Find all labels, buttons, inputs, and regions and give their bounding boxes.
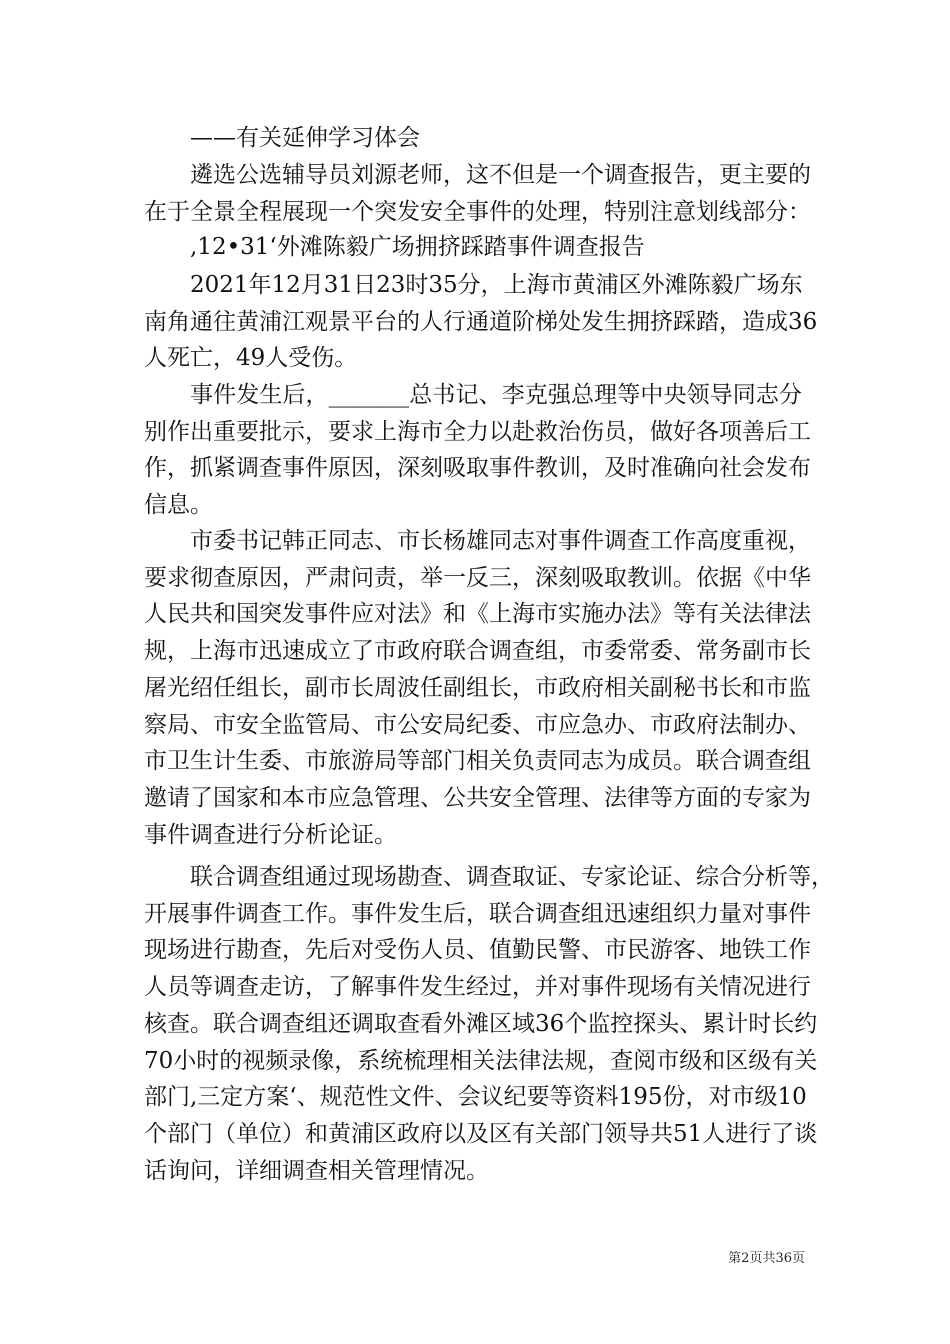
text-line: 话询问，详细调查相关管理情况。 bbox=[144, 1157, 489, 1184]
text-line: 察局、市安全监管局、市公安局纪委、市应急办、市政府法制办、 bbox=[144, 711, 811, 738]
text-line: 规，上海市迅速成立了市政府联合调查组，市委常委、常务副市长 bbox=[144, 638, 811, 665]
text-line: 人员等调查走访，了解事件发生经过，并对事件现场有关情况进行 bbox=[144, 974, 811, 1001]
text-line: ——有关延伸学习体会 bbox=[190, 125, 420, 151]
text-line: 屠光绍任组长，副市长周波任副组长，市政府相关副秘书长和市监 bbox=[144, 674, 811, 701]
text-line: 部门,三定方案‘、规范性文件、会议纪要等资料195份，对市级10 bbox=[144, 1084, 807, 1111]
text-line: 遴选公选辅导员刘源老师，这不但是一个调查报告，更主要的 bbox=[190, 162, 811, 188]
text-line: 作，抓紧调查事件原因，深刻吸取事件教训，及时准确向社会发布 bbox=[144, 455, 811, 482]
text-line: 核查。联合调查组还调取查看外滩区域36个监控探头、累计时长约 bbox=[144, 1010, 818, 1037]
text-line: 70小时的视频录像，系统梳理相关法律法规，查阅市级和区级有关 bbox=[144, 1047, 818, 1074]
page-number: 第2页共36页 bbox=[728, 1251, 805, 1266]
text-line: 事件调查进行分析论证。 bbox=[144, 821, 397, 848]
text-line: 南角通往黄浦江观景平台的人行通道阶梯处发生拥挤踩踏，造成36 bbox=[144, 308, 818, 335]
text-line: 个部门（单位）和黄浦区政府以及区有关部门领导共51人进行了谈 bbox=[144, 1120, 818, 1147]
text-line: 市卫生计生委、市旅游局等部门相关负责同志为成员。联合调查组 bbox=[144, 748, 811, 775]
text-line: 联合调查组通过现场勘查、调查取证、专家论证、综合分析等， bbox=[190, 864, 834, 890]
text-line: 人民共和国突发事件应对法》和《上海市实施办法》等有关法律法 bbox=[144, 601, 811, 628]
text-line: 现场进行勘查，先后对受伤人员、值勤民警、市民游客、地铁工作 bbox=[144, 937, 811, 964]
text-line: 事件发生后，_______总书记、李克强总理等中央领导同志分 bbox=[190, 382, 802, 408]
text-line: 人死亡，49人受伤。 bbox=[144, 345, 358, 372]
text-line: 要求彻查原因，严肃问责，举一反三，深刻吸取教训。依据《中华 bbox=[144, 564, 811, 591]
text-line: 邀请了国家和本市应急管理、公共安全管理、法律等方面的专家为 bbox=[144, 784, 811, 811]
text-line: 别作出重要批示，要求上海市全力以赴救治伤员，做好各项善后工 bbox=[144, 418, 811, 445]
text-line: 信息。 bbox=[144, 492, 213, 519]
text-line: 在于全景全程展现一个突发安全事件的处理，特别注意划线部分： bbox=[144, 198, 811, 225]
text-line: 市委书记韩正同志、市长杨雄同志对事件调查工作高度重视， bbox=[190, 528, 811, 554]
text-line: 开展事件调查工作。事件发生后，联合调查组迅速组织力量对事件 bbox=[144, 900, 811, 927]
text-line: ,12•31‘外滩陈毅广场拥挤踩踏事件调查报告 bbox=[190, 234, 645, 260]
text-line: 2021年12月31日23时35分，上海市黄浦区外滩陈毅广场东 bbox=[190, 272, 803, 298]
